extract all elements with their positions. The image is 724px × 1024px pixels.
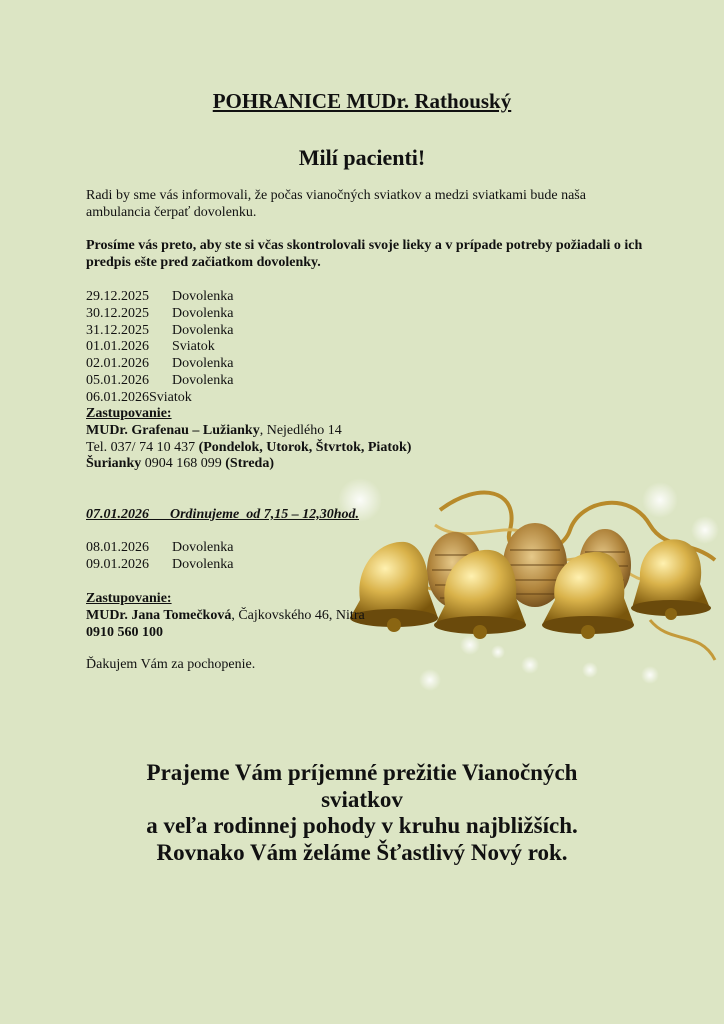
- schedule-status: Dovolenka: [172, 305, 234, 321]
- substitute-heading: Zastupovanie:: [86, 406, 172, 421]
- substitute-doctor: MUDr. Grafenau – Lužianky: [86, 422, 260, 438]
- substitute-address: , Nejedlého 14: [259, 422, 342, 438]
- substitute-phone: 0910 560 100: [86, 624, 163, 640]
- schedule-list-second: [86, 540, 233, 574]
- thanks-text: Ďakujem Vám za pochopenie.: [86, 657, 256, 672]
- schedule-date: 02.01.2026: [86, 356, 149, 372]
- substitute-alt-place: Šurianky: [86, 456, 142, 472]
- schedule-date: 05.01.2026: [86, 372, 149, 388]
- substitute-days: (Pondelok, Utorok, Štvrtok, Piatok): [198, 439, 412, 455]
- schedule-status: Sviatok: [149, 389, 192, 405]
- schedule-row: [86, 390, 233, 407]
- substitute-doctor-line: [86, 608, 365, 625]
- schedule-row: [86, 356, 233, 373]
- wishes-block: [0, 760, 724, 866]
- office-hours-text: Ordinujeme od 7,15 – 12,30hod.: [170, 507, 360, 522]
- wishes-line: Rovnako Vám želáme Šťastlivý Nový rok.: [156, 839, 568, 865]
- office-hours-line: [86, 507, 359, 523]
- greeting-heading: Milí pacienti!: [298, 145, 426, 170]
- schedule-date: 08.01.2026: [86, 540, 149, 555]
- christmas-bells-icon: [320, 470, 724, 720]
- substitute-alt-days: (Streda): [225, 456, 274, 472]
- schedule-status: Dovolenka: [172, 372, 234, 388]
- wishes-line: a veľa rodinnej pohody v kruhu najbližších.: [146, 813, 578, 838]
- schedule-status: Dovolenka: [172, 356, 234, 372]
- page-title: POHRANICE MUDr. Rathouský: [212, 89, 512, 113]
- wishes-line: Prajeme Vám príjemné prežitie Vianočných: [146, 760, 578, 785]
- substitute-doctor: MUDr. Jana Tomečková: [86, 607, 232, 623]
- substitute-phone-line: [86, 440, 411, 457]
- schedule-row: [86, 306, 233, 323]
- schedule-date: 29.12.2025: [86, 289, 149, 304]
- schedule-status: Dovolenka: [172, 289, 234, 304]
- schedule-row: [86, 323, 233, 340]
- substitute-alt-phone: 0904 168 099: [141, 456, 226, 472]
- office-hours-date: 07.01.2026: [86, 507, 149, 522]
- schedule-status: Dovolenka: [172, 540, 234, 555]
- schedule-date: 06.01.2026: [86, 389, 149, 405]
- schedule-list-first: [86, 289, 233, 407]
- schedule-date: 09.01.2026: [86, 556, 149, 572]
- schedule-row: [86, 540, 233, 557]
- wishes-line: sviatkov: [321, 786, 403, 812]
- schedule-row: [86, 557, 233, 574]
- schedule-row: [86, 289, 233, 306]
- intro-paragraph: Radi by sme vás informovali, že počas vianočných sviatkov a medzi sviatkami bude naša ambulancia čerpať dovolenku.: [86, 188, 586, 220]
- substitute-block-1: [86, 406, 411, 473]
- schedule-row: [86, 373, 233, 390]
- schedule-status: Dovolenka: [172, 322, 234, 338]
- substitute-doctor-line: [86, 423, 411, 440]
- schedule-date: 01.01.2026: [86, 339, 149, 355]
- schedule-date: 30.12.2025: [86, 305, 149, 321]
- schedule-date: 31.12.2025: [86, 322, 149, 338]
- substitute-alt-line: [86, 456, 411, 473]
- substitute-phone: Tel. 037/ 74 10 437: [86, 439, 199, 455]
- substitute-block-2: [86, 591, 365, 641]
- substitute-address: , Čajkovského 46, Nitra: [231, 607, 365, 623]
- substitute-heading: Zastupovanie:: [86, 591, 172, 606]
- schedule-status: Dovolenka: [172, 556, 234, 572]
- request-paragraph: Prosíme vás preto, aby ste si včas skontrolovali svoje lieky a v prípade potreby požiadali o ich predpis ešte pred začiatkom dovolenky.: [86, 238, 643, 270]
- schedule-row: [86, 339, 233, 356]
- schedule-status: Sviatok: [172, 339, 215, 355]
